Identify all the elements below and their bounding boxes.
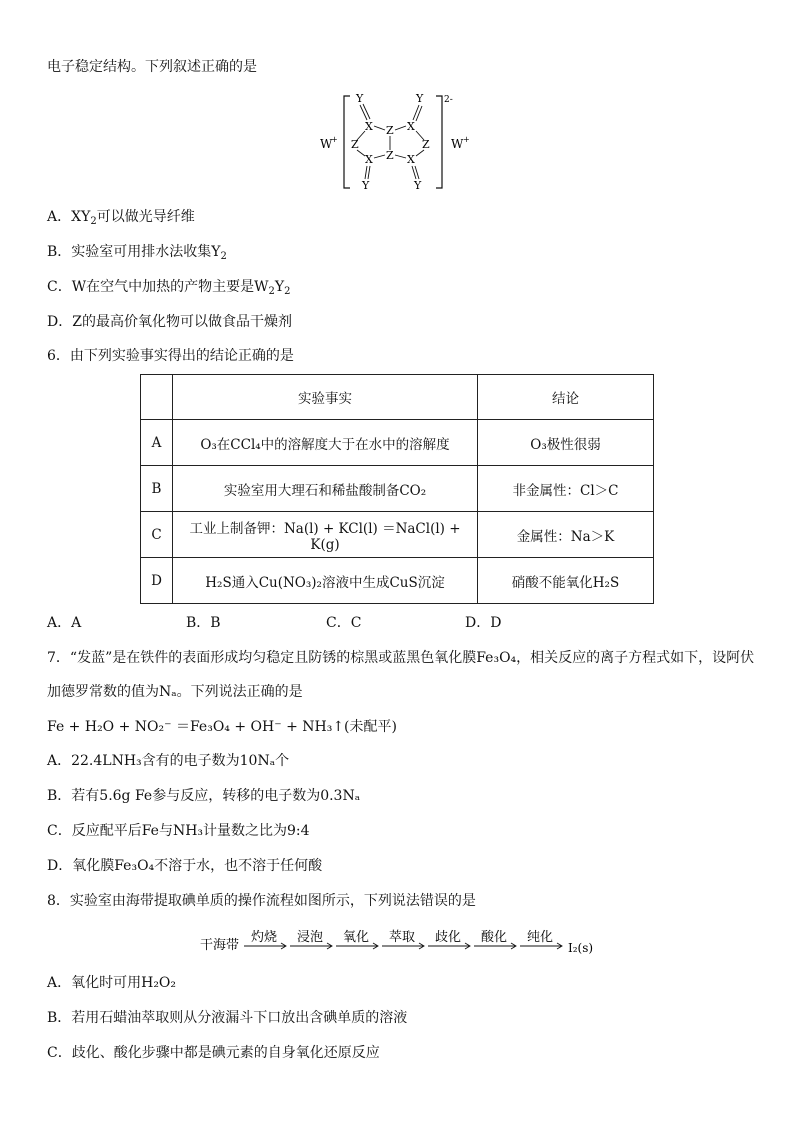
flow-end: I₂(s): [568, 941, 594, 955]
diagram-x3: X: [365, 153, 373, 166]
table-header-row: [141, 375, 654, 420]
q7-option-a: A．22.4LNH₃含有的电子数为10Nₐ个: [47, 753, 290, 769]
q6-answer-b: B．B: [186, 615, 221, 631]
diagram-w-left: W: [320, 137, 333, 151]
diagram-z-left: Z: [351, 138, 359, 151]
diagram-y3: Y: [362, 179, 370, 192]
diagram-y4: Y: [414, 179, 422, 192]
q5-option-a-sub: 2: [90, 216, 97, 227]
diagram-x4: X: [407, 153, 415, 166]
q5-option-c-sub: 2: [268, 286, 275, 297]
q5-option-a-rest: 可以做光导纤维: [96, 209, 195, 225]
diagram-w-left-charge: +: [331, 135, 338, 144]
row-fact: 工业上制备钾：Na(l) + KCl(l) ＝NaCl(l) + K(g): [173, 512, 478, 558]
q5-stem-tail: 电子稳定结构。下列叙述正确的是: [47, 59, 257, 75]
q5-option-c-sub2: 2: [284, 286, 291, 297]
q7-option-b: B．若有5.6g Fe参与反应，转移的电子数为0.3Nₐ: [47, 788, 361, 804]
q5-option-b: [47, 242, 227, 267]
flow-start: 干海带: [200, 938, 240, 953]
q8-option-b: B．若用石蜡油萃取则从分液漏斗下口放出含碘单质的溶液: [47, 1010, 408, 1026]
q7-stem-line1: 7．“发蓝”是在铁件的表面形成均匀稳定且防锈的棕黑或蓝黑色氧化膜Fe₃O₄，相关反应的离子方程式如下，设阿伏: [47, 650, 755, 666]
q6-stem: 6．由下列实验事实得出的结论正确的是: [47, 348, 294, 364]
diagram-x2: X: [407, 120, 415, 133]
q5-option-c: [47, 277, 291, 302]
q5-option-b-sub: 2: [220, 251, 227, 262]
row-label: D: [141, 558, 173, 604]
q5-option-d: D．Z的最高价氧化物可以做食品干燥剂: [47, 314, 292, 330]
q8-option-a: A．氧化时可用H₂O₂: [47, 975, 177, 991]
q8-stem: 8．实验室由海带提取碘单质的操作流程如图所示，下列说法错误的是: [47, 893, 476, 909]
table-header-blank: [141, 375, 173, 420]
row-fact: 实验室用大理石和稀盐酸制备CO₂: [173, 466, 478, 512]
flow-step-label: 灼烧: [251, 930, 278, 945]
diagram-x1: X: [365, 120, 373, 133]
q8-option-c: C．歧化、酸化步骤中都是碘元素的自身氧化还原反应: [47, 1045, 380, 1061]
flow-step-label: 萃取: [389, 930, 416, 945]
q5-option-a: [47, 207, 195, 232]
flow-step-label: 纯化: [527, 930, 554, 945]
flow-step-label: 浸泡: [297, 930, 324, 945]
experiment-table: [140, 374, 654, 604]
diagram-w-right: W: [451, 137, 464, 151]
table-row: [141, 512, 654, 558]
diagram-w-right-charge: +: [463, 135, 470, 144]
table-row: [141, 558, 654, 604]
q5-option-b-prefix: B．实验室可用排水法收集Y: [47, 244, 221, 260]
q7-option-d: D．氧化膜Fe₃O₄不溶于水，也不溶于任何酸: [47, 858, 323, 874]
anion-structure-diagram: [318, 90, 478, 192]
row-conclusion: 硝酸不能氧化H₂S: [478, 558, 654, 604]
row-label: A: [141, 420, 173, 466]
table-header-conclusion: 结论: [478, 375, 654, 420]
q5-option-a-prefix: A．XY: [47, 209, 91, 225]
diagram-y2: Y: [416, 92, 424, 105]
diagram-z2: Z: [386, 149, 394, 162]
diagram-z-right: Z: [422, 138, 430, 151]
diagram-z1: Z: [386, 124, 394, 137]
row-conclusion: O₃极性很弱: [478, 420, 654, 466]
row-fact: H₂S通入Cu(NO₃)₂溶液中生成CuS沉淀: [173, 558, 478, 604]
q5-option-c-mid: Y: [274, 279, 285, 295]
diagram-y1: Y: [356, 92, 364, 105]
q7-option-c: C．反应配平后Fe与NH₃计量数之比为9:4: [47, 823, 310, 839]
row-conclusion: 非金属性：Cl＞C: [478, 466, 654, 512]
q6-answer-c: C．C: [326, 615, 362, 631]
q6-answer-a: A．A: [47, 615, 82, 631]
q7-equation: Fe + H₂O + NO₂⁻ ＝Fe₃O₄ + OH⁻ + NH₃↑(未配平): [47, 719, 397, 735]
flow-step-label: 歧化: [435, 930, 462, 945]
table-row: [141, 466, 654, 512]
flow-step-label: 氧化: [343, 930, 370, 945]
row-fact: O₃在CCl₄中的溶解度大于在水中的溶解度: [173, 420, 478, 466]
q7-stem-line2: 加德罗常数的值为Nₐ。下列说法正确的是: [47, 684, 303, 700]
flow-step-label: 酸化: [481, 930, 508, 945]
diagram-charge: 2-: [444, 95, 453, 105]
row-label: C: [141, 512, 173, 558]
table-header-fact: 实验事实: [173, 375, 478, 420]
q5-option-c-prefix: C．W在空气中加热的产物主要是W: [47, 279, 269, 295]
table-row: [141, 420, 654, 466]
q6-answer-d: D．D: [465, 615, 502, 631]
row-label: B: [141, 466, 173, 512]
row-conclusion: 金属性：Na＞K: [478, 512, 654, 558]
iodine-extraction-flow: [200, 928, 600, 958]
